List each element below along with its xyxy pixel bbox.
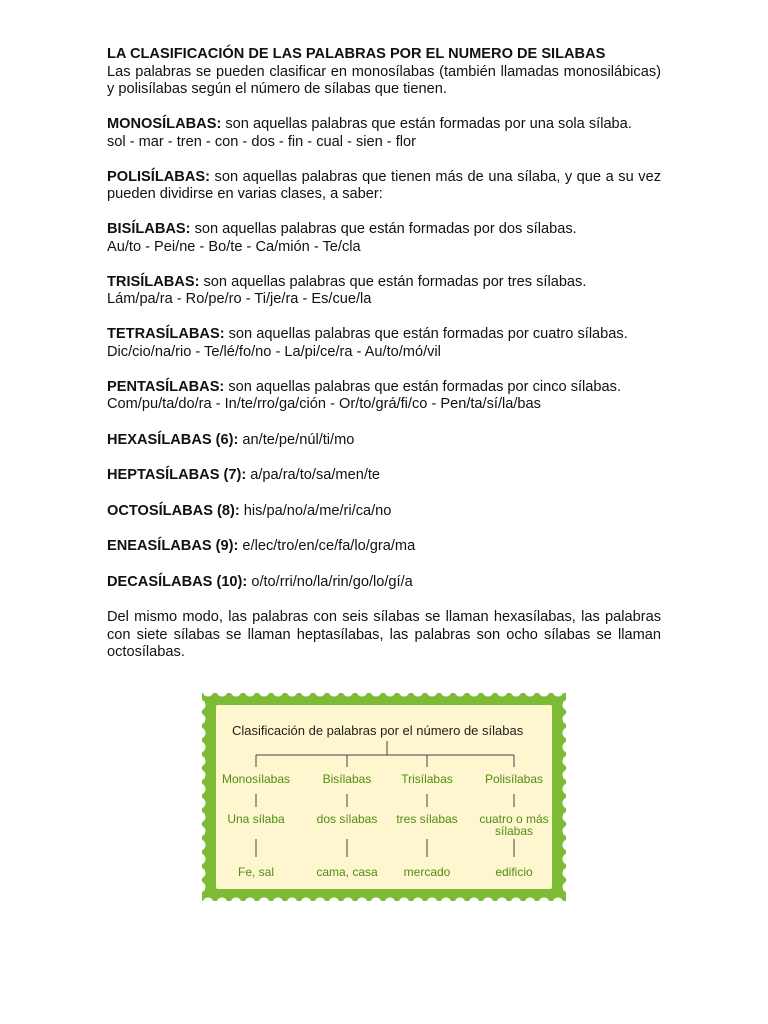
example-label: edificio <box>495 865 533 879</box>
section-example: Dic/cio/na/rio - Te/lé/fo/no - La/pi/ce/ra - Au/to/mó/vil <box>107 343 441 360</box>
section-tetrasilabas <box>107 326 661 344</box>
section-definition: son aquellas palabras que están formadas por cinco sílabas. <box>224 378 622 395</box>
section-heading: BISÍLABAS: <box>107 221 191 237</box>
entry-heading: HEXASÍLABAS (6): <box>107 431 239 448</box>
description-label-line2: sílabas <box>494 824 534 838</box>
section-definition: son aquellas palabras que están formadas por dos sílabas. <box>190 221 577 237</box>
entry-example: e/lec/tro/en/ce/fa/lo/gra/ma <box>238 538 416 554</box>
section-example: Au/to - Pei/ne - Bo/te - Ca/mión - Te/cla <box>107 238 361 255</box>
entry-decasilabas <box>107 574 661 592</box>
entry-heptasilabas <box>107 467 661 485</box>
section-monosilabas <box>107 116 661 134</box>
section-polisilabas <box>107 169 661 204</box>
category-label: Monosílabas <box>221 772 291 786</box>
example-label: cama, casa <box>316 865 378 879</box>
intro-paragraph: Las palabras se pueden clasificar en monosílabas (también llamadas monosilábicas) y polisílabas según el número de sílabas que tienen. <box>107 63 661 97</box>
description-label: dos sílabas <box>316 812 378 826</box>
document-title: LA CLASIFICACIÓN DE LAS PALABRAS POR EL NUMERO DE SILABAS <box>107 46 606 62</box>
section-example: Com/pu/ta/do/ra - In/te/rro/ga/ción - Or/to/grá/fi/co - Pen/ta/sí/la/bas <box>107 396 541 412</box>
entry-hexasilabas <box>107 432 661 450</box>
example-label: Fe, sal <box>237 865 275 879</box>
classification-figure <box>196 687 572 907</box>
section-example: Lám/pa/ra - Ro/pe/ro - Ti/je/ra - Es/cue/la <box>107 291 372 307</box>
category-label: Bisílabas <box>322 772 372 786</box>
entry-heading: HEPTASÍLABAS (7): <box>107 467 247 483</box>
entry-heading: ENEASÍLABAS (9): <box>107 538 239 554</box>
description-label: tres sílabas <box>396 812 458 826</box>
entry-example: o/to/rri/no/la/rin/go/lo/gí/a <box>247 573 413 590</box>
description-label: Una sílaba <box>227 812 285 826</box>
section-heading: TRISÍLABAS: <box>107 273 200 290</box>
section-definition: son aquellas palabras que tienen más de una sílaba, y que a su vez pueden dividirse en varias clases, a saber: <box>107 168 661 202</box>
section-bisilabas <box>107 221 661 239</box>
section-definition: son aquellas palabras que están formadas por tres sílabas. <box>199 273 587 290</box>
figure-title: Clasificación de palabras por el número de sílabas <box>232 723 524 738</box>
entry-eneasilabas <box>107 538 661 556</box>
section-heading: TETRASÍLABAS: <box>107 326 225 342</box>
section-heading: PENTASÍLABAS: <box>107 378 225 395</box>
document <box>107 46 661 662</box>
section-heading: MONOSÍLABAS: <box>107 116 222 132</box>
entry-octosilabas <box>107 503 661 521</box>
section-definition: son aquellas palabras que están formadas por una sola sílaba. <box>221 116 632 132</box>
entry-example: a/pa/ra/to/sa/men/te <box>246 467 381 483</box>
section-heading: POLISÍLABAS: <box>107 168 210 185</box>
section-example: sol - mar - tren - con - dos - fin - cual - sien - flor <box>107 133 416 150</box>
entry-example: his/pa/no/a/me/ri/ca/no <box>239 502 392 519</box>
section-trisilabas <box>107 274 661 292</box>
closing-paragraph: Del mismo modo, las palabras con seis sílabas se llaman hexasílabas, las palabras con siete sílabas se llaman heptasílabas, las palabras son ocho sílabas se llaman octosílabas. <box>107 609 661 660</box>
classification-diagram <box>196 687 572 907</box>
section-pentasilabas <box>107 379 661 397</box>
entry-heading: DECASÍLABAS (10): <box>107 573 248 590</box>
entry-heading: OCTOSÍLABAS (8): <box>107 502 240 519</box>
section-definition: son aquellas palabras que están formadas por cuatro sílabas. <box>224 326 628 342</box>
category-label: Trisílabas <box>401 772 453 786</box>
description-label: cuatro o más <box>479 812 549 826</box>
example-label: mercado <box>403 865 451 879</box>
category-label: Polisílabas <box>484 772 544 786</box>
entry-example: an/te/pe/núl/ti/mo <box>238 431 355 448</box>
